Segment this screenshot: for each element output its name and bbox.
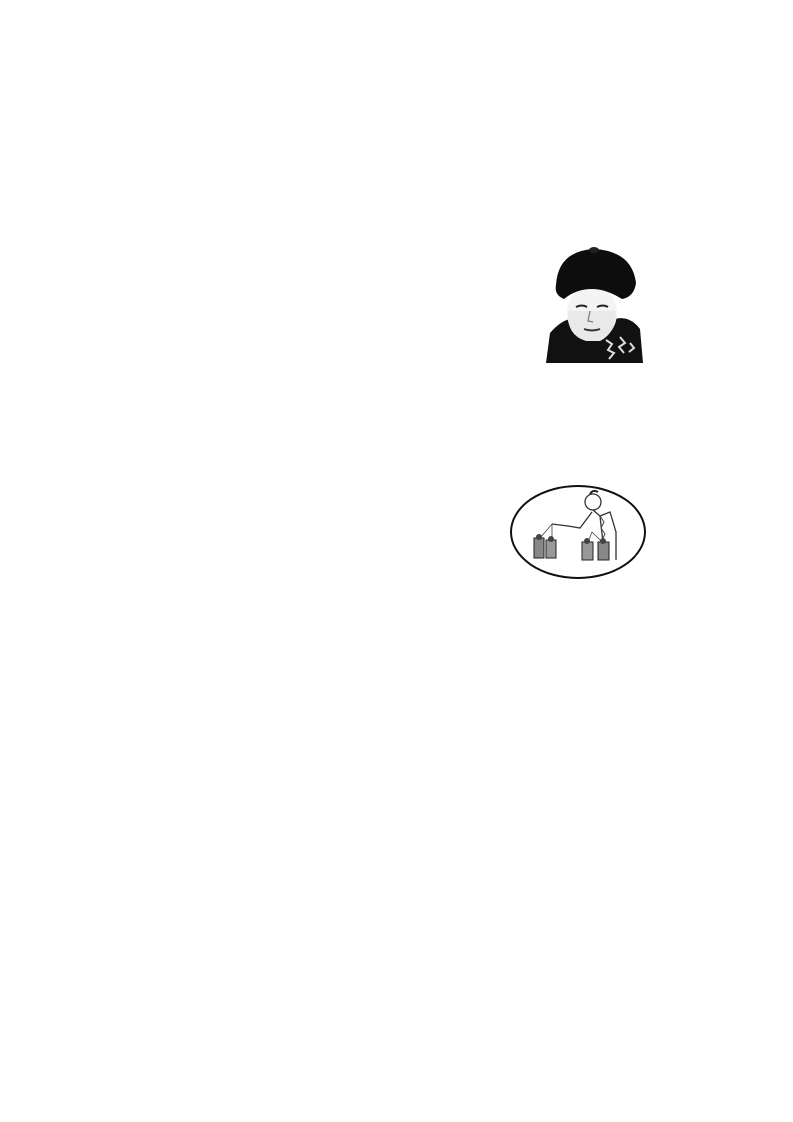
portrait-photo (546, 245, 643, 363)
puppet-cartoon-image (508, 482, 648, 582)
